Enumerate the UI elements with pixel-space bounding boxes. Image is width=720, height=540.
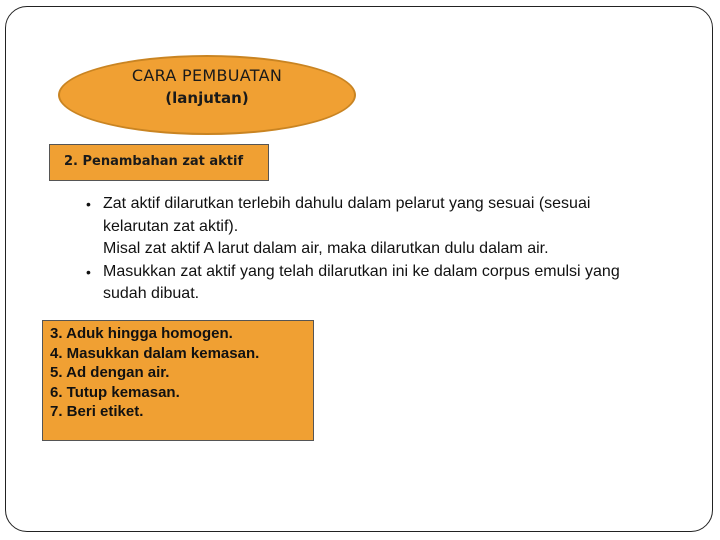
slide-subtitle: (lanjutan) [165,89,249,107]
bullet-text: Zat aktif dilarutkan terlebih dahulu dalam pelarut yang sesuai (sesuai kelarutan zat aktif). Misal zat aktif A larut dalam air, maka dilarutkan dulu dalam air. [103,195,591,257]
bullet-dot: • [86,263,91,280]
steps-box [42,320,314,441]
bullet-item [86,261,702,306]
step-item: 3. Aduk hingga homogen. [50,325,233,342]
bullet-text: Masukkan zat aktif yang telah dilarutkan ini ke dalam corpus emulsi yang sudah dibuat. [103,262,620,302]
bullet-list [86,193,702,306]
slide-title: CARA PEMBUATAN [131,66,283,85]
bullet-item [86,193,702,261]
step-header-box [49,144,269,181]
step-item: 5. Ad dengan air. [50,364,170,381]
step-item: 4. Masukkan dalam kemasan. [50,344,260,362]
bullet-dot: • [86,196,91,212]
title-ellipse [58,55,356,135]
step-header-label: 2. Penambahan zat aktif [64,154,244,169]
step-item: 6. Tutup kemasan. [50,383,180,401]
step-item: 7. Beri etiket. [50,403,144,420]
